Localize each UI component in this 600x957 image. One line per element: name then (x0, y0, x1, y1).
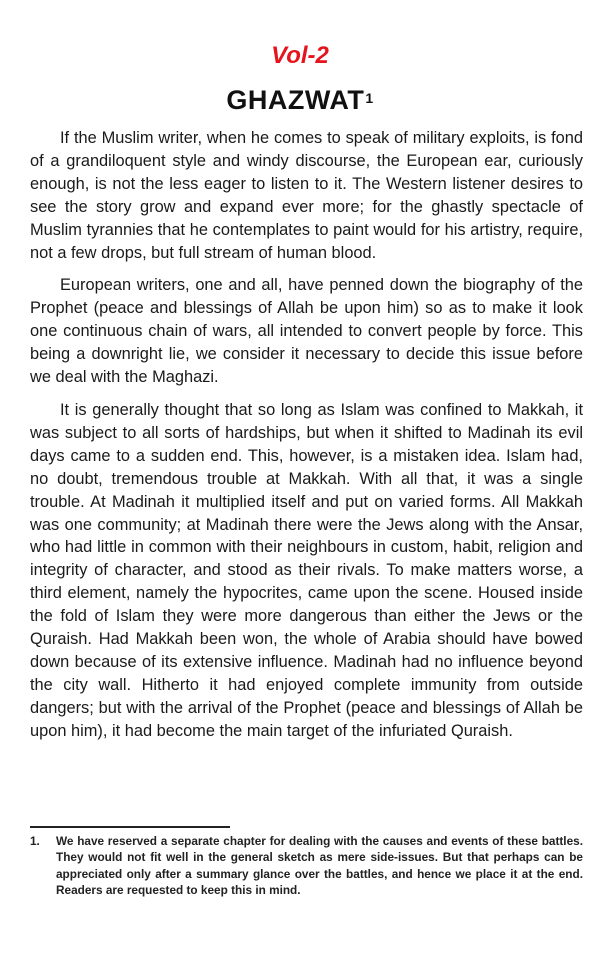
paragraph: European writers, one and all, have penned down the biography of the Prophet (peace and blessings of Allah be upon him) so as to make it look one continuous chain of wars, all intended to convert people by force. This being a downright lie, we consider it necessary to decide this issue before we deal with the Maghazi. (30, 276, 583, 387)
paragraph: It is generally thought that so long as Islam was confined to Makkah, it was subject to all sorts of hardships, but when it shifted to Madinah its evil days came to a sudden end. This, however, is a mistaken idea. Islam had, no doubt, tremendous trouble at Makkah. With all that, it was a single trouble. At Madinah it multiplied itself and put on varied forms. All Makkah was one community; at Madinah there were the Jews along with the Ansar, who had little in common with their neighbours in custom, habit, religion and integrity of character, and stood as their rivals. To make matters worse, a third element, namely the hypocrites, came upon the scene. Housed inside the fold of Islam they were more dangerous than either the Jews or the Quraish. Had Makkah been won, the whole of Arabia should have bowed down because of its extensive influence. Madinah had no influence beyond the city wall. Hitherto it had enjoyed complete immunity from outside dangers; but with the arrival of the Prophet (peace and blessings of Allah be upon him), it had become the main target of the infuriated Quraish. (30, 400, 583, 740)
footnote-divider (30, 826, 230, 828)
paragraph: If the Muslim writer, when he comes to speak of military exploits, is fond of a grandiloquent style and windy discourse, the European ear, curiously enough, is not the less eager to listen to it. The Western listener desires to see the story grow and expand ever more; for the ghastly spectacle of Muslim tyrannies that he contemplates to paint would for his artistry, require, not a few drops, but full stream of human blood. (30, 129, 583, 262)
chapter-title (0, 84, 600, 116)
title-footnote-marker: 1 (365, 90, 374, 106)
body-text (30, 127, 583, 753)
footnote-number: 1. (30, 834, 40, 848)
volume-heading: Vol-2 (271, 42, 329, 69)
chapter-title-text: GHAZWAT (226, 85, 365, 115)
footnote (30, 833, 583, 899)
footnote-text: We have reserved a separate chapter for dealing with the causes and events of these battles. They would not fit well in the general sketch as mere side-issues. But that perhaps can be appreciated only after a summary glance over the battles, and hence we place it at the end. Readers are requested to keep this in mind. (56, 834, 583, 898)
